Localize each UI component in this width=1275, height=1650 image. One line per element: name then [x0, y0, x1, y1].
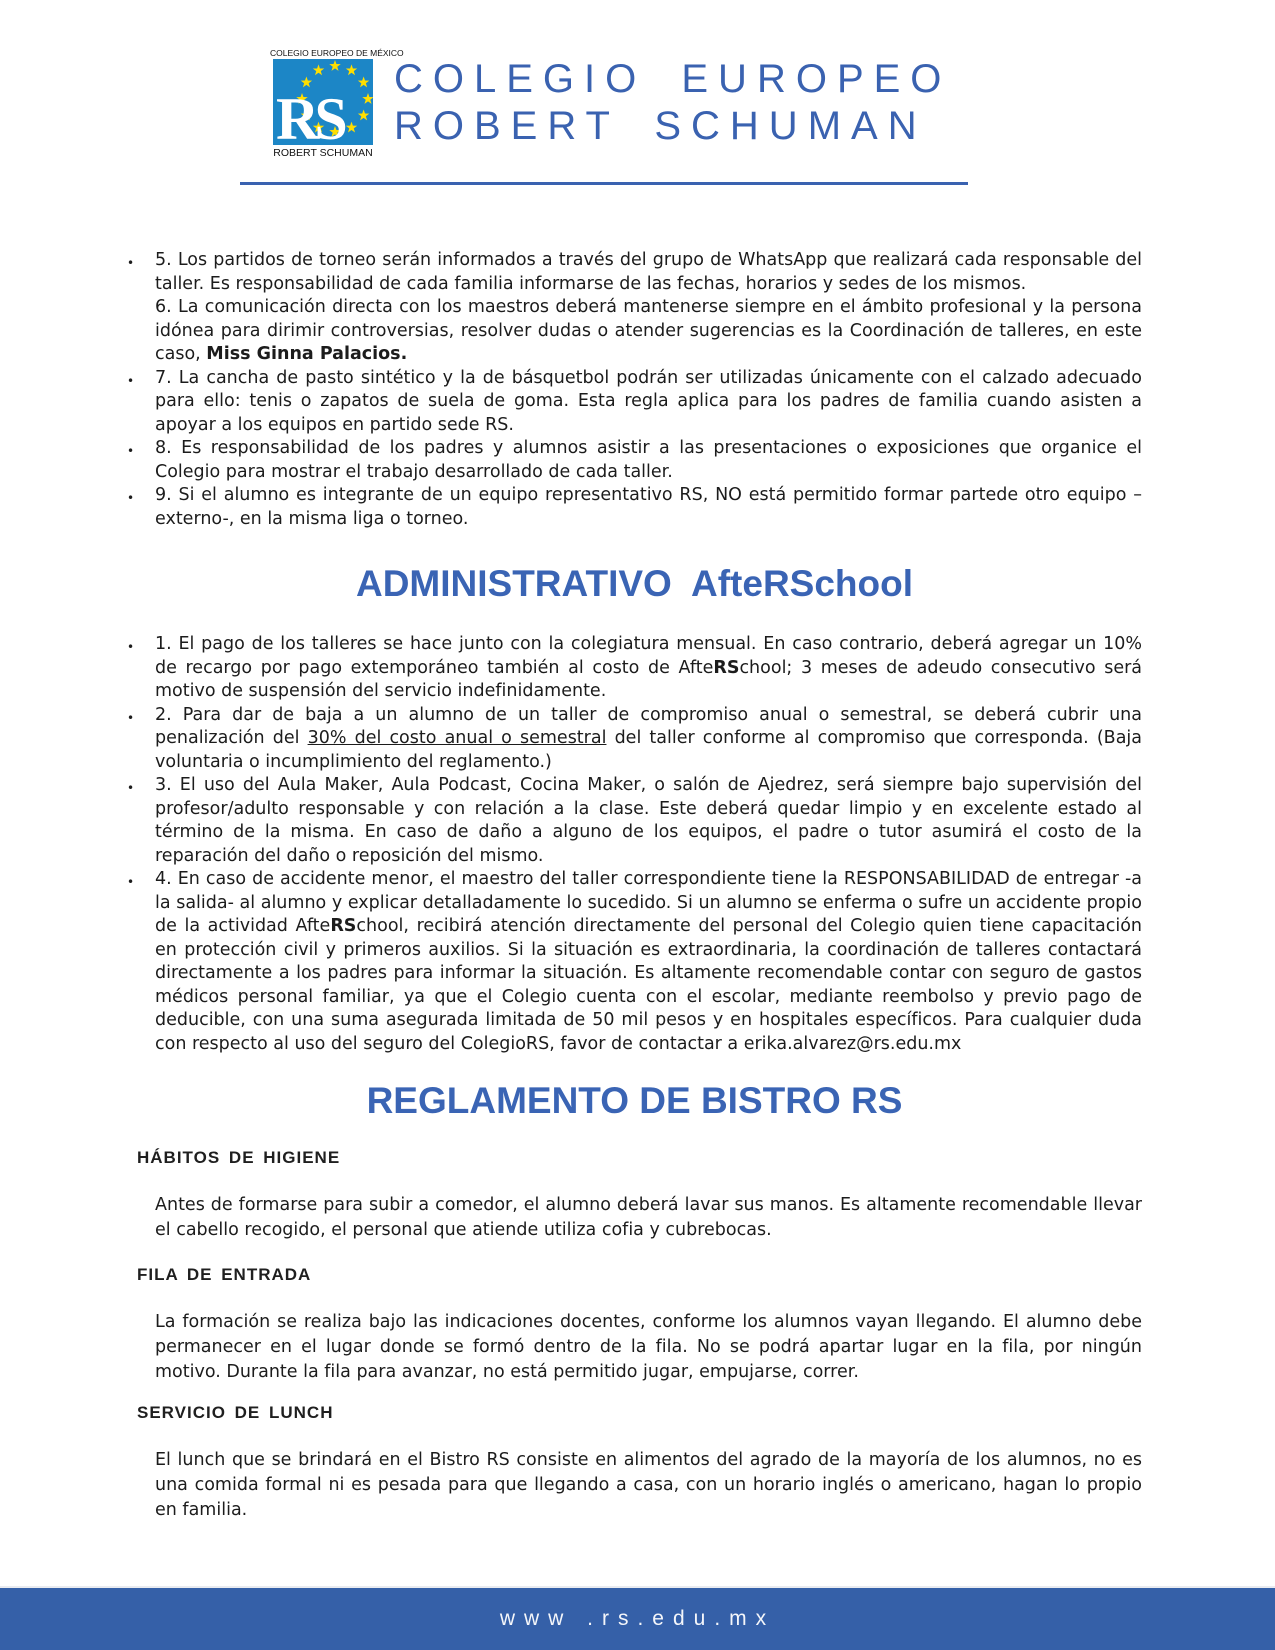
document-body [0, 249, 1275, 1523]
subsection-paragraph: Antes de formarse para subir a comedor, el alumno deberá lavar sus manos. Es altamente recomendable llevar el cabello recogido, el personal que atiende utiliza cofia y cubrebocas. [155, 1195, 1142, 1240]
list-item [127, 484, 1142, 531]
list-item [127, 437, 1142, 484]
subsection-paragraph: El lunch que se brindará en el Bistro RS consiste en alimentos del agrado de la mayoría de los alumnos, no es una comida formal ni es pesada para que llegando a casa, con un horario inglés o americano, hagan lo propio en familia. [155, 1450, 1142, 1520]
rules-list-talleres [127, 249, 1142, 531]
subsection-habitos [0, 1148, 1275, 1243]
bullet-icon: • [127, 640, 135, 654]
header-divider [240, 182, 968, 185]
list-item-text: 5. Los partidos de torneo serán informados a través del grupo de WhatsApp que realizará cada responsable del taller. Es responsabilidad de cada familia informarse de las fechas, horarios y sedes de los mismos. [155, 250, 1142, 294]
subsection-heading-lunch: SERVICIO DE LUNCH [137, 1403, 334, 1422]
list-item-text: 6. La comunicación directa con los maestros deberá mantenerse siempre en el ámbito profesional y la persona idónea para dirimir controversias, resolver dudas o atender sugerencias es la Coordinación de talleres, en este caso, Miss Ginna Palacios. [155, 297, 1142, 364]
list-item-text: 3. El uso del Aula Maker, Aula Podcast, Cocina Maker, o salón de Ajedrez, será siempre bajo supervisión del profesor/adulto responsable y con relación a la clase. Este deberá quedar limpio y en excelente estado al término de la misma. En caso de daño a alguno de los equipos, el padre o tutor asumirá el costo de la reparación del daño o reposición del mismo. [155, 775, 1142, 866]
list-item [127, 868, 1142, 1056]
list-item-text: 4. En caso de accidente menor, el maestro del taller correspondiente tiene la RESPONSABILIDAD de entregar -a la salida- al alumno y explicar detalladamente lo sucedido. Si un alumno se enferma o sufre un accidente propio de la actividad AfteRSchool, recibirá atención directamente del personal del Colegio quien tiene capacitación en protección civil y primeros auxilios. Si la situación es extraordinaria, la coordinación de talleres contactará directamente a los padres para informar la situación. Es altamente recomendable contar con seguro de gastos médicos personal familiar, ya que el Colegio cuenta con el escolar, mediante reembolso y previo pago de deducible, con una suma asegurada limitada de 50 mil pesos y en hospitales específicos. Para cualquier duda con respecto al uso del seguro del ColegioRS, favor de contactar a erika.alvarez@rs.edu.mx [155, 869, 1142, 1054]
bullet-icon: • [127, 256, 135, 270]
bullet-icon: • [127, 875, 135, 889]
list-item [127, 296, 1142, 367]
school-logo [270, 48, 404, 160]
section-title-bistro: REGLAMENTO DE BISTRO RS [366, 1080, 903, 1121]
list-item-text: 1. El pago de los talleres se hace junto con la colegiatura mensual. En caso contrario, deberá agregar un 10% de recargo por pago extemporáneo también al costo de AfteRSchool; 3 meses de adeudo consecutivo será motivo de suspensión del servicio indefinidamente. [155, 634, 1143, 701]
rules-list-administrativo [127, 633, 1142, 1056]
list-item [127, 633, 1142, 704]
section-title-administrativo: ADMINISTRATIVO AfteRSchool [355, 563, 914, 604]
list-item [127, 704, 1142, 775]
logo-monogram: RS [276, 86, 343, 145]
footer-bar [0, 1586, 1275, 1650]
list-item [127, 774, 1142, 868]
school-title-line2: ROBERT SCHUMAN [394, 104, 927, 148]
logo-bottom-label: ROBERT SCHUMAN [273, 147, 373, 159]
list-item-text: 7. La cancha de pasto sintético y la de básquetbol podrán ser utilizadas únicamente con el calzado adecuado para ello: tenis o zapatos de suela de goma. Esta regla aplica para los padres de familia cuando asisten a apoyar a los equipos en partido sede RS. [155, 367, 1142, 435]
bullet-icon: • [127, 710, 135, 725]
school-title-line1: COLEGIO EUROPEO [394, 57, 952, 101]
bullet-icon: • [127, 491, 135, 505]
header [270, 48, 1275, 160]
list-item-text: 9. Si el alumno es integrante de un equipo representativo RS, NO está permitido formar partede otro equipo –externo-, en la misma liga o torneo. [155, 485, 1142, 529]
list-item [127, 249, 1142, 296]
list-item [127, 367, 1142, 438]
subsection-paragraph: La formación se realiza bajo las indicaciones docentes, conforme los alumnos vayan llegando. El alumno debe permanecer en el lugar donde se formó dentro de la fila. No se podrá apartar lugar en la fila, por ningún motivo. Durante la fila para avanzar, no está permitido jugar, empujarse, correr. [155, 1312, 1142, 1382]
subsection-heading-fila: FILA DE ENTRADA [137, 1265, 312, 1284]
logo-top-label: COLEGIO EUROPEO DE MÉXICO [270, 48, 404, 58]
bullet-icon: • [127, 781, 135, 795]
bullet-icon: • [127, 373, 135, 388]
list-item-text: 2. Para dar de baja a un alumno de un taller de compromiso anual o semestral, se deberá cubrir una penalización del 30% del costo anual o semestral del taller conforme al compromiso que corresponda. (Baja voluntaria o incumplimiento del reglamento.) [155, 704, 1143, 772]
subsection-heading-habitos: HÁBITOS DE HIGIENE [137, 1148, 341, 1167]
list-item-text: 8. Es responsabilidad de los padres y alumnos asistir a las presentaciones o exposiciones que organice el Colegio para mostrar el trabajo desarrollado de cada taller. [155, 438, 1142, 482]
footer-url: www .rs.edu.mx [499, 1607, 776, 1630]
bullet-icon: • [127, 444, 135, 458]
subsection-lunch [0, 1403, 1275, 1523]
logo-square [273, 59, 373, 145]
school-title [394, 56, 951, 150]
subsection-fila [0, 1265, 1275, 1385]
